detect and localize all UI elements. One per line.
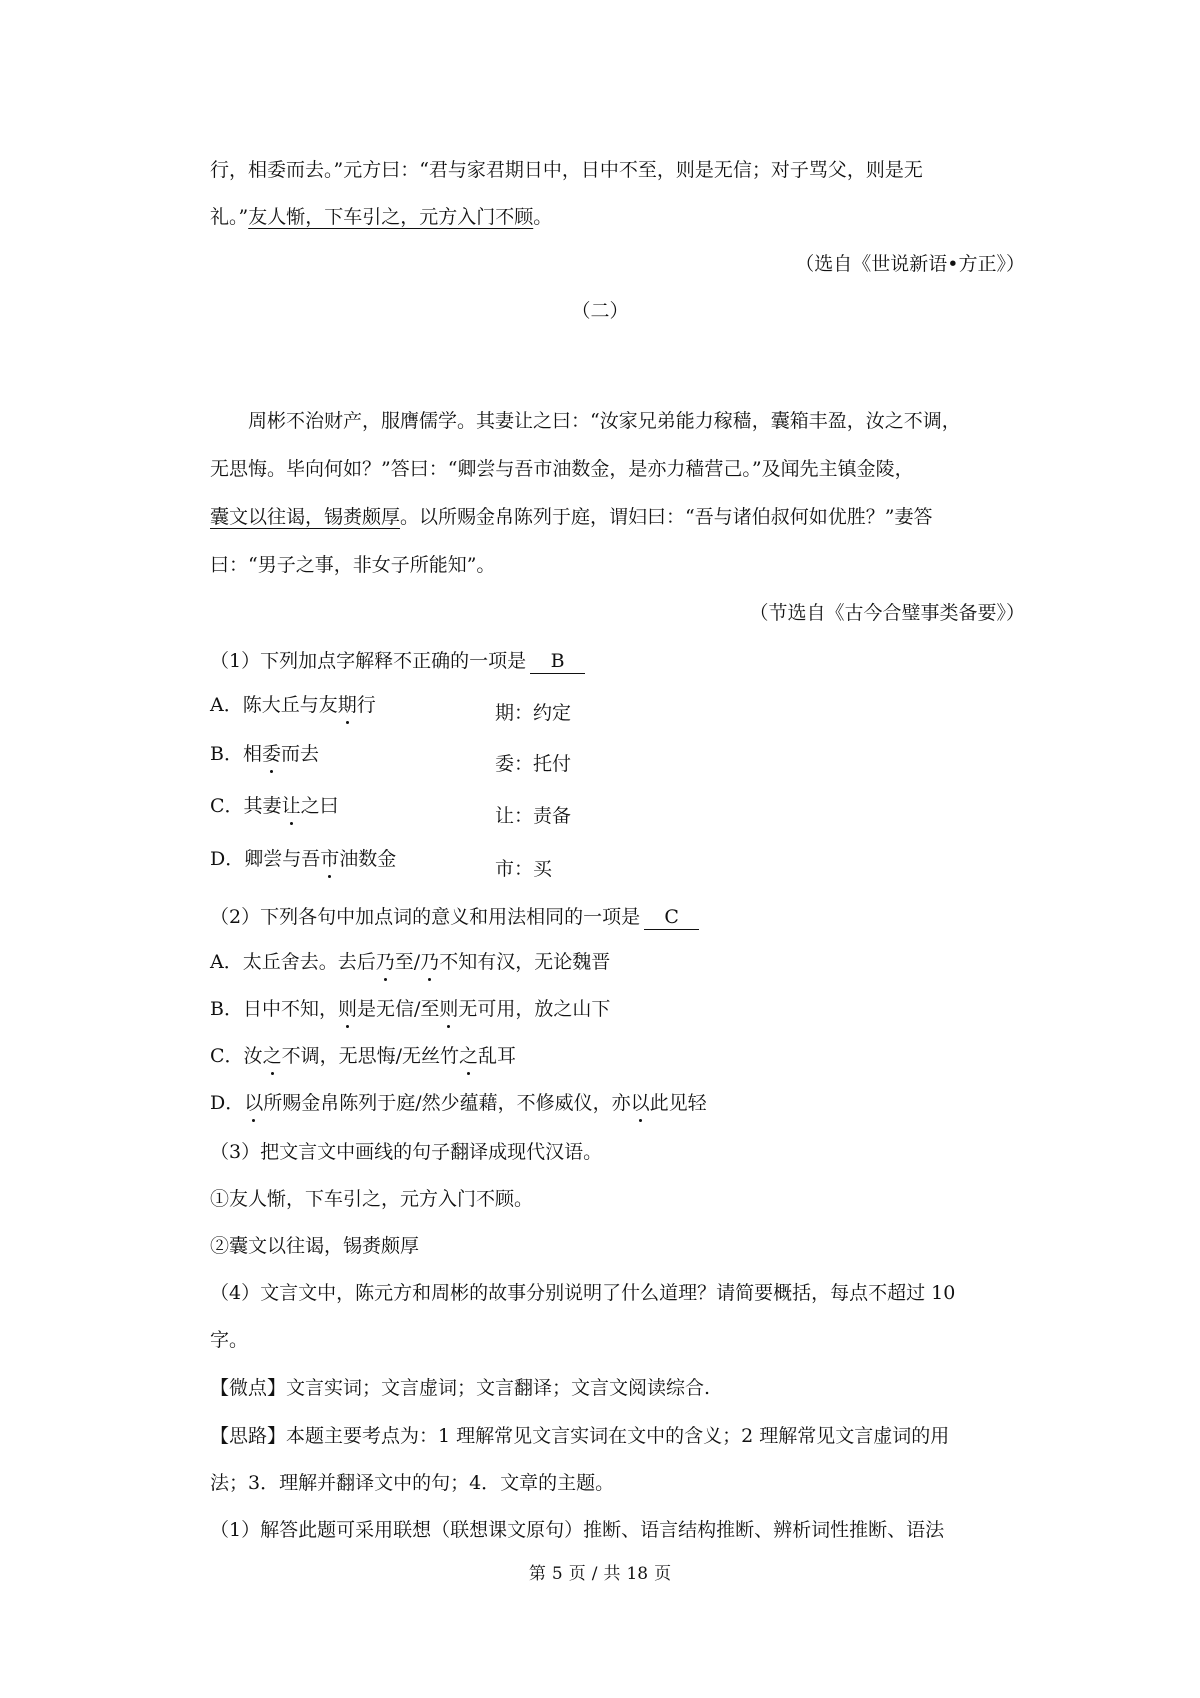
dotted-char: 市 [320, 848, 340, 870]
q1-gloss-c: 让：责备 [495, 805, 572, 827]
dotted-char: 以 [630, 1092, 650, 1114]
analysis-idea-line1 [210, 1427, 949, 1446]
passage2-line2: 无思悔。毕向何如？”答曰：“卿尝与吾市油数金，是亦力穑营己。”及闻先主镇金陵， [210, 458, 914, 480]
footer-label: 页 [654, 1564, 672, 1584]
passage2-line4: 曰：“男子之事，非女子所能知”。 [210, 554, 496, 576]
point-text: 文言实词；文言虚词；文言翻译；文言文阅读综合. [286, 1377, 711, 1399]
q1-answer: B [530, 652, 585, 674]
option-label: B． [210, 743, 243, 765]
option-text: 而去 [281, 743, 320, 765]
passage1-line1: 行，相委而去。”元方曰：“君与家君期日中，日中不至，则是无信；对子骂父，则是无 [210, 159, 923, 181]
option-text: 行 [356, 694, 376, 716]
passage2-line3 [210, 508, 932, 527]
q1-stem [210, 652, 585, 674]
q1-gloss-b: 委：托付 [495, 753, 572, 775]
option-text: 不知有汉，无论魏晋 [439, 951, 611, 973]
q2-option-a [210, 953, 610, 972]
passage1-line2-suffix: 。 [533, 206, 553, 228]
option-text: 卿尝与吾 [244, 848, 321, 870]
option-text: 无可用，放之山下 [458, 998, 611, 1020]
q1-option-c [210, 797, 339, 816]
q2-stem-text: （2）下列各句中加点词的意义和用法相同的一项是 [210, 906, 641, 928]
idea-tag: 【思路】 [210, 1425, 287, 1447]
total-pages: 18 [626, 1564, 649, 1584]
option-label: A． [210, 694, 243, 716]
footer-label: 共 [603, 1564, 621, 1584]
option-text: 汝 [243, 1045, 263, 1067]
q3-item-2: ②囊文以往谒，锡赉颇厚 [210, 1235, 420, 1257]
passage1-source: （选自《世说新语•方正》） [795, 253, 1025, 275]
option-label: C． [210, 795, 244, 817]
q1-gloss-d: 市：买 [495, 858, 553, 880]
passage1-line2 [210, 208, 552, 227]
option-text: 相 [242, 743, 262, 765]
option-text: 其妻 [243, 795, 282, 817]
q2-option-d [210, 1094, 707, 1113]
footer-separator: / [591, 1564, 598, 1584]
q4-line1: （4）文言文中，陈元方和周彬的故事分别说明了什么道理？请简要概括，每点不超过 10 [210, 1282, 956, 1304]
dotted-char: 以 [244, 1092, 264, 1114]
option-text: 乱耳 [478, 1045, 517, 1067]
footer-label: 页 [568, 1564, 586, 1584]
option-label: B． [210, 998, 243, 1020]
analysis-point [210, 1379, 710, 1398]
passage2-line3-suffix: 。以所赐金帛陈列于庭，谓妇曰：“吾与诸伯叔何如优胜？”妻答 [400, 506, 933, 528]
passage1-line2-prefix: 礼。” [210, 206, 249, 228]
q3-item-1: ①友人惭，下车引之，元方入门不顾。 [210, 1188, 534, 1210]
q2-option-c [210, 1047, 516, 1066]
underlined-sentence-2: 囊文以往谒，锡赉颇厚 [210, 506, 401, 528]
section2-title: （二） [571, 300, 629, 322]
underlined-sentence-1: 友人惭，下车引之，元方入门不顾 [248, 206, 534, 228]
dotted-char: 之 [458, 1045, 478, 1067]
dotted-char: 委 [261, 743, 281, 765]
passage2-line1: 周彬不治财产，服膺儒学。其妻让之曰：“汝家兄弟能力稼穑，囊箱丰盈，汝之不调， [248, 410, 961, 432]
dotted-char: 期 [337, 694, 357, 716]
q2-answer: C [644, 908, 699, 930]
dotted-char: 让 [281, 795, 301, 817]
q3-stem: （3）把文言文中画线的句子翻译成现代汉语。 [210, 1141, 603, 1163]
analysis-idea-line2: 法；3．理解并翻译文中的句；4．文章的主题。 [210, 1472, 615, 1494]
q4-line2: 字。 [210, 1329, 249, 1351]
footer-label: 第 [528, 1564, 546, 1584]
dotted-char: 乃 [420, 951, 440, 973]
page-number: 5 [551, 1564, 563, 1584]
option-text: 日中不知， [242, 998, 338, 1020]
option-text: 是无信/至 [357, 998, 440, 1020]
option-label: C． [210, 1045, 244, 1067]
q2-stem [210, 908, 699, 930]
dotted-char: 之 [262, 1045, 282, 1067]
page-footer [0, 1566, 1200, 1583]
option-text: 油数金 [339, 848, 397, 870]
q1-option-b [210, 745, 319, 764]
analysis-answer1: （1）解答此题可采用联想（联想课文原句）推断、语言结构推断、辨析词性推断、语法 [210, 1519, 945, 1541]
passage2-source: （节选自《古今合璧事类备要》） [749, 602, 1025, 624]
option-text: 陈大丘与友 [242, 694, 338, 716]
q2-option-b [210, 1000, 610, 1019]
option-text: 之曰 [300, 795, 339, 817]
option-text: 所赐金帛陈列于庭/然少蕴藉，不修威仪，亦 [263, 1092, 631, 1114]
idea-text: 本题主要考点为：1 理解常见文言实词在文中的含义；2 理解常见文言虚词的用 [286, 1425, 950, 1447]
option-text: 此见轻 [649, 1092, 707, 1114]
q1-gloss-a: 期：约定 [495, 702, 572, 724]
point-tag: 【微点】 [210, 1377, 287, 1399]
option-text: 至/ [394, 951, 421, 973]
option-text: 太丘舍去。去后 [242, 951, 376, 973]
option-label: A． [210, 951, 243, 973]
q1-option-d [210, 850, 396, 869]
dotted-char: 则 [439, 998, 459, 1020]
dotted-char: 乃 [375, 951, 395, 973]
dotted-char: 则 [337, 998, 357, 1020]
q1-option-a [210, 696, 376, 715]
option-label: D． [210, 848, 245, 870]
q1-stem-text: （1）下列加点字解释不正确的一项是 [210, 650, 527, 672]
option-text: 不调，无思悔/无丝竹 [281, 1045, 459, 1067]
option-label: D． [210, 1092, 245, 1114]
